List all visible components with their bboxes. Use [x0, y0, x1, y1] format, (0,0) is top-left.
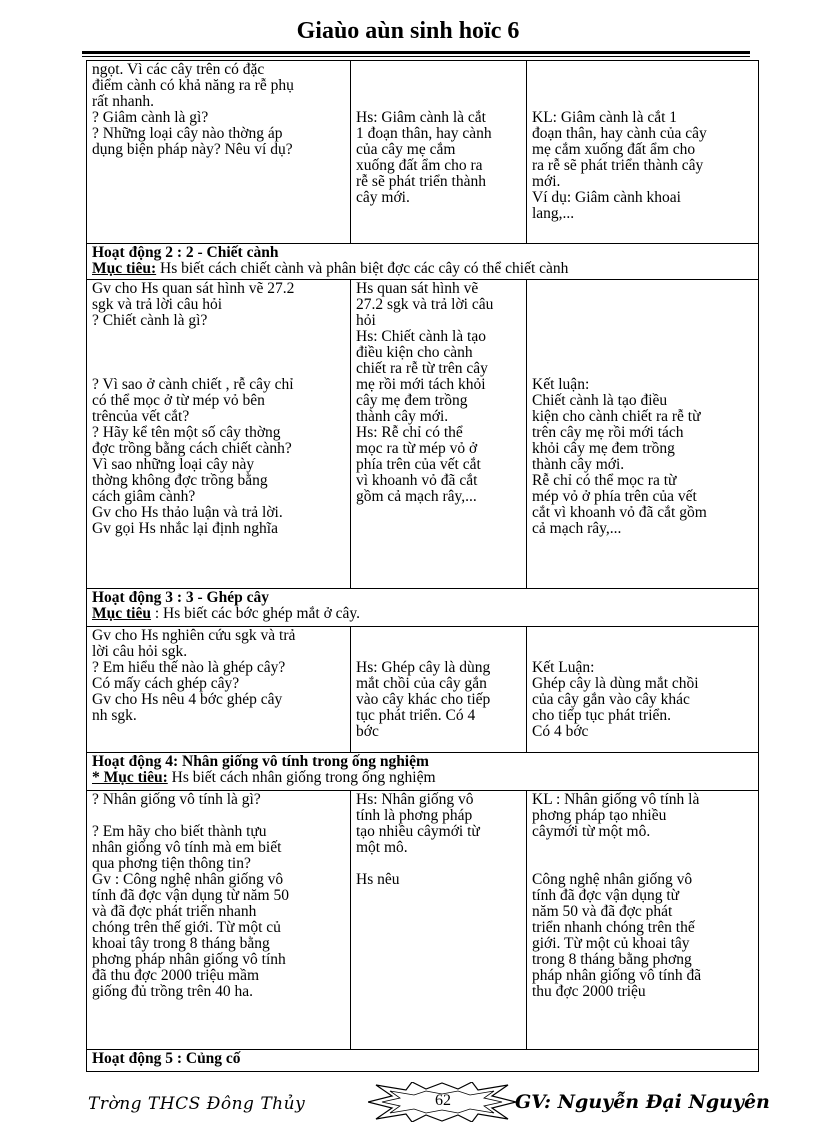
teacher-activity-cell: [87, 280, 351, 589]
text-line: lời câu hỏi sgk.: [92, 643, 188, 660]
text-line: bớc: [356, 723, 379, 740]
text-line: Hs: Giâm cành là cắt: [356, 109, 486, 126]
text-line: mẹ cắm xuống đất ẩm cho: [532, 141, 696, 158]
text-line: phía trên của vết cắt: [356, 456, 481, 473]
text-line: thành cây mới.: [532, 456, 625, 473]
text-line: mọc ra từ mép vỏ ở: [356, 440, 478, 457]
text-line: ? Vì sao ở cành chiết , rễ cây chỉ: [92, 376, 294, 393]
text-line: Gv cho Hs nghiên cứu sgk và trả: [92, 627, 296, 644]
activity-title: Hoạt động 5 : Củng cố: [92, 1050, 241, 1067]
student-activity-cell: [351, 280, 527, 589]
text-line: giống đủ trồng trên 40 ha.: [92, 983, 254, 1000]
text-line: phơng pháp nhân giống vô tính: [92, 951, 286, 968]
text-line: Gv : Công nghệ nhân giống vô: [92, 871, 284, 888]
text-line: của cây gắn vào cây khác: [532, 691, 690, 708]
conclusion-cell: [527, 61, 759, 244]
text-line: cây mới.: [356, 189, 410, 206]
activity-heading-cell: [87, 244, 759, 280]
text-line: đoạn thân, hay cành của cây: [532, 125, 707, 142]
text-line: tính là phơng pháp: [356, 807, 473, 824]
activity-goal: [92, 606, 753, 622]
header-rule-thin: [82, 56, 750, 57]
text-line: pháp nhân giống vô tính đã: [532, 967, 702, 984]
text-line: chóng trên thế giới. Từ một củ: [92, 919, 281, 936]
text-line: Rễ chỉ có thể mọc ra từ: [532, 472, 677, 489]
text-line: Gv cho Hs nêu 4 bớc ghép cây: [92, 691, 283, 708]
text-line: thờng không đợc trồng bằng: [92, 472, 268, 489]
text-line: mới.: [532, 173, 561, 190]
text-line: thu đợc 2000 triệu: [532, 983, 646, 1000]
text-line: vì khoanh vỏ đã cắt: [356, 472, 478, 489]
text-line: [532, 62, 753, 78]
activity-heading-row: [87, 244, 759, 280]
conclusion-cell: [527, 791, 759, 1050]
text-line: Có mấy cách ghép cây?: [92, 675, 240, 692]
text-line: trêncủa vết cắt?: [92, 408, 190, 425]
goal-label: * Mục tiêu:: [92, 769, 168, 786]
text-line: tục phát triển. Có 4: [356, 707, 476, 724]
text-line: Kết luận:: [532, 376, 590, 393]
content-row: [87, 61, 759, 244]
text-line: xuống đất ẩm cho ra: [356, 157, 483, 174]
text-line: ? Em hãy cho biết thành tựu: [92, 823, 267, 840]
text-line: [92, 361, 345, 377]
activity-title: Hoạt động 3 : 3 - Ghép cây: [92, 589, 269, 606]
text-line: nhân giống vô tính mà em biết: [92, 839, 282, 856]
text-line: ? Giâm cành là gì?: [92, 109, 209, 126]
activity-goal: [92, 770, 753, 786]
text-line: Gv cho Hs quan sát hình vẽ 27.2: [92, 280, 295, 297]
goal-label: Mục tiêu:: [92, 260, 157, 277]
text-line: cắt vì khoanh vỏ đã cắt gồm: [532, 504, 707, 521]
text-line: cây mẹ đem trồng: [356, 392, 468, 409]
text-line: khỏi cây mẹ đem trồng: [532, 440, 675, 457]
text-line: Hs: Ghép cây là dùng: [356, 659, 491, 676]
text-line: [532, 297, 753, 313]
text-line: Có 4 bớc: [532, 723, 589, 740]
text-line: Kết Luận:: [532, 659, 595, 676]
text-line: [356, 62, 521, 78]
text-line: ? Em hiểu thế nào là ghép cây?: [92, 659, 286, 676]
text-line: ? Hãy kể tên một số cây thờng: [92, 424, 281, 441]
teacher-activity-cell: [87, 791, 351, 1050]
text-line: cả mạch rây,...: [532, 520, 622, 537]
text-line: Chiết cành là tạo điều: [532, 392, 668, 409]
text-line: đã thu đợc 2000 triệu mầm: [92, 967, 260, 984]
text-line: KL : Nhân giống vô tính là: [532, 791, 700, 808]
text-line: của cây mẹ cắm: [356, 141, 456, 158]
text-line: phơng pháp tạo nhiều: [532, 807, 667, 824]
activity-goal: [92, 261, 753, 277]
text-line: 27.2 sgk và trả lời câu: [356, 296, 494, 313]
text-line: [532, 840, 753, 856]
text-line: chiết ra rễ từ trên cây: [356, 360, 488, 377]
text-line: cho tiếp tục phát triển.: [532, 707, 672, 724]
goal-text: Hs biết cách chiết cành và phân biệt đợc các cây có thể chiết cành: [156, 260, 569, 277]
activity-heading-row: [87, 589, 759, 627]
text-line: [532, 644, 753, 660]
content-row: [87, 627, 759, 753]
text-line: [532, 361, 753, 377]
activity-heading-cell: [87, 753, 759, 791]
text-line: đợc trồng bằng cách chiết cành?: [92, 440, 292, 457]
text-line: mẹ rồi mới tách khỏi: [356, 376, 486, 393]
text-line: và đã đợc phát triển nhanh: [92, 903, 257, 920]
teacher-activity-cell: [87, 61, 351, 244]
text-line: Hs: Nhân giống vô: [356, 791, 474, 808]
text-line: tính đã đợc vận dụng từ năm 50: [92, 887, 289, 904]
text-line: thành cây mới.: [356, 408, 449, 425]
text-line: Ví dụ: Giâm cành khoai: [532, 189, 681, 206]
activity-heading-cell: [87, 1050, 759, 1072]
text-line: [356, 78, 521, 94]
text-line: [532, 78, 753, 94]
text-line: [532, 313, 753, 329]
text-line: tạo nhiều câymới từ: [356, 823, 480, 840]
text-line: ngọt. Vì các cây trên có đặc: [92, 61, 265, 78]
text-line: [532, 856, 753, 872]
text-line: ? Những loại cây nào thờng áp: [92, 125, 283, 142]
lesson-table: [86, 60, 759, 1072]
conclusion-cell: [527, 280, 759, 589]
text-line: trên cây mẹ rồi mới tách: [532, 424, 684, 441]
teacher-activity-cell: [87, 627, 351, 753]
text-line: [532, 94, 753, 110]
text-line: Hs: Rễ chỉ có thể: [356, 424, 463, 441]
text-line: [356, 94, 521, 110]
text-line: có thể mọc ở từ mép vỏ bên: [92, 392, 265, 409]
text-line: KL: Giâm cành là cắt 1: [532, 109, 678, 126]
text-line: trong 8 tháng bằng phơng: [532, 951, 692, 968]
text-line: mép vỏ ở phía trên của vết: [532, 488, 697, 505]
text-line: hỏi: [356, 312, 376, 329]
text-line: câymới từ một mô.: [532, 823, 651, 840]
goal-text: Hs biết cách nhân giống trong ống nghiệm: [167, 769, 436, 786]
text-line: một mô.: [356, 839, 408, 856]
text-line: giới. Từ một củ khoai tây: [532, 935, 690, 952]
text-line: [532, 329, 753, 345]
text-line: Gv cho Hs thảo luận và trả lời.: [92, 504, 283, 521]
activity-heading-row: [87, 1050, 759, 1072]
text-line: [92, 808, 345, 824]
student-activity-cell: [351, 791, 527, 1050]
page-number: 62: [435, 1092, 451, 1109]
text-line: gồm cả mạch rây,...: [356, 488, 477, 505]
text-line: ? Chiết cành là gì?: [92, 312, 208, 329]
text-line: [532, 345, 753, 361]
text-line: mắt chồi của cây gắn: [356, 675, 487, 692]
text-line: sgk và trả lời câu hỏi: [92, 296, 223, 313]
text-line: [356, 644, 521, 660]
page-title: Giaùo aùn sinh hoïc 6: [296, 18, 520, 44]
activity-title: Hoạt động 4: Nhân giống vô tính trong ống nghiệm: [92, 753, 429, 770]
text-line: năm 50 và đã đợc phát: [532, 903, 673, 920]
text-line: [532, 628, 753, 644]
text-line: triển nhanh chóng trên thế: [532, 919, 695, 936]
page-footer: [0, 1082, 816, 1122]
content-row: [87, 280, 759, 589]
text-line: [356, 628, 521, 644]
text-line: điều kiện cho cành: [356, 344, 473, 361]
text-line: Công nghệ nhân giống vô: [532, 871, 693, 888]
text-line: Hs: Chiết cành là tạo: [356, 328, 486, 345]
student-activity-cell: [351, 61, 527, 244]
text-line: rễ sẽ phát triển thành: [356, 173, 486, 190]
text-line: điểm cành có khả năng ra rễ phụ: [92, 77, 294, 94]
footer-school: Trờng THCS Đông Thủy: [88, 1094, 306, 1114]
text-line: Vì sao những loại cây này: [92, 456, 255, 473]
activity-heading-row: [87, 753, 759, 791]
text-line: [532, 281, 753, 297]
goal-label: Mục tiêu: [92, 605, 151, 622]
text-line: Ghép cây là dùng mắt chồi: [532, 675, 699, 692]
text-line: nh sgk.: [92, 707, 137, 724]
text-line: dụng biện pháp này? Nêu ví dụ?: [92, 141, 293, 158]
student-activity-cell: [351, 627, 527, 753]
activity-title: Hoạt động 2 : 2 - Chiết cành: [92, 244, 279, 261]
header-rule-thick: [82, 51, 750, 54]
content-row: [87, 791, 759, 1050]
text-line: vào cây khác cho tiếp: [356, 691, 491, 708]
text-line: Hs quan sát hình vẽ: [356, 280, 479, 297]
text-line: Hs nêu: [356, 871, 400, 888]
text-line: [356, 856, 521, 872]
activity-heading-cell: [87, 589, 759, 627]
text-line: rất nhanh.: [92, 93, 154, 110]
text-line: Gv gọi Hs nhắc lại định nghĩa: [92, 520, 278, 537]
text-line: [92, 345, 345, 361]
text-line: lang,...: [532, 205, 575, 222]
text-line: ? Nhân giống vô tính là gì?: [92, 791, 261, 808]
text-line: qua phơng tiện thông tin?: [92, 855, 251, 872]
text-line: kiện cho cành chiết ra rễ từ: [532, 408, 701, 425]
text-line: ra rễ sẽ phát triển thành cây: [532, 157, 704, 174]
goal-text: : Hs biết các bớc ghép mắt ở cây.: [150, 605, 361, 622]
text-line: cách giâm cành?: [92, 488, 196, 505]
footer-author: GV: Nguyễn Đại Nguyên: [515, 1091, 770, 1113]
text-line: tính đã đợc vận dụng từ: [532, 887, 680, 904]
text-line: 1 đoạn thân, hay cành: [356, 125, 492, 142]
conclusion-cell: [527, 627, 759, 753]
text-line: [92, 329, 345, 345]
text-line: khoai tây trong 8 tháng bằng: [92, 935, 270, 952]
